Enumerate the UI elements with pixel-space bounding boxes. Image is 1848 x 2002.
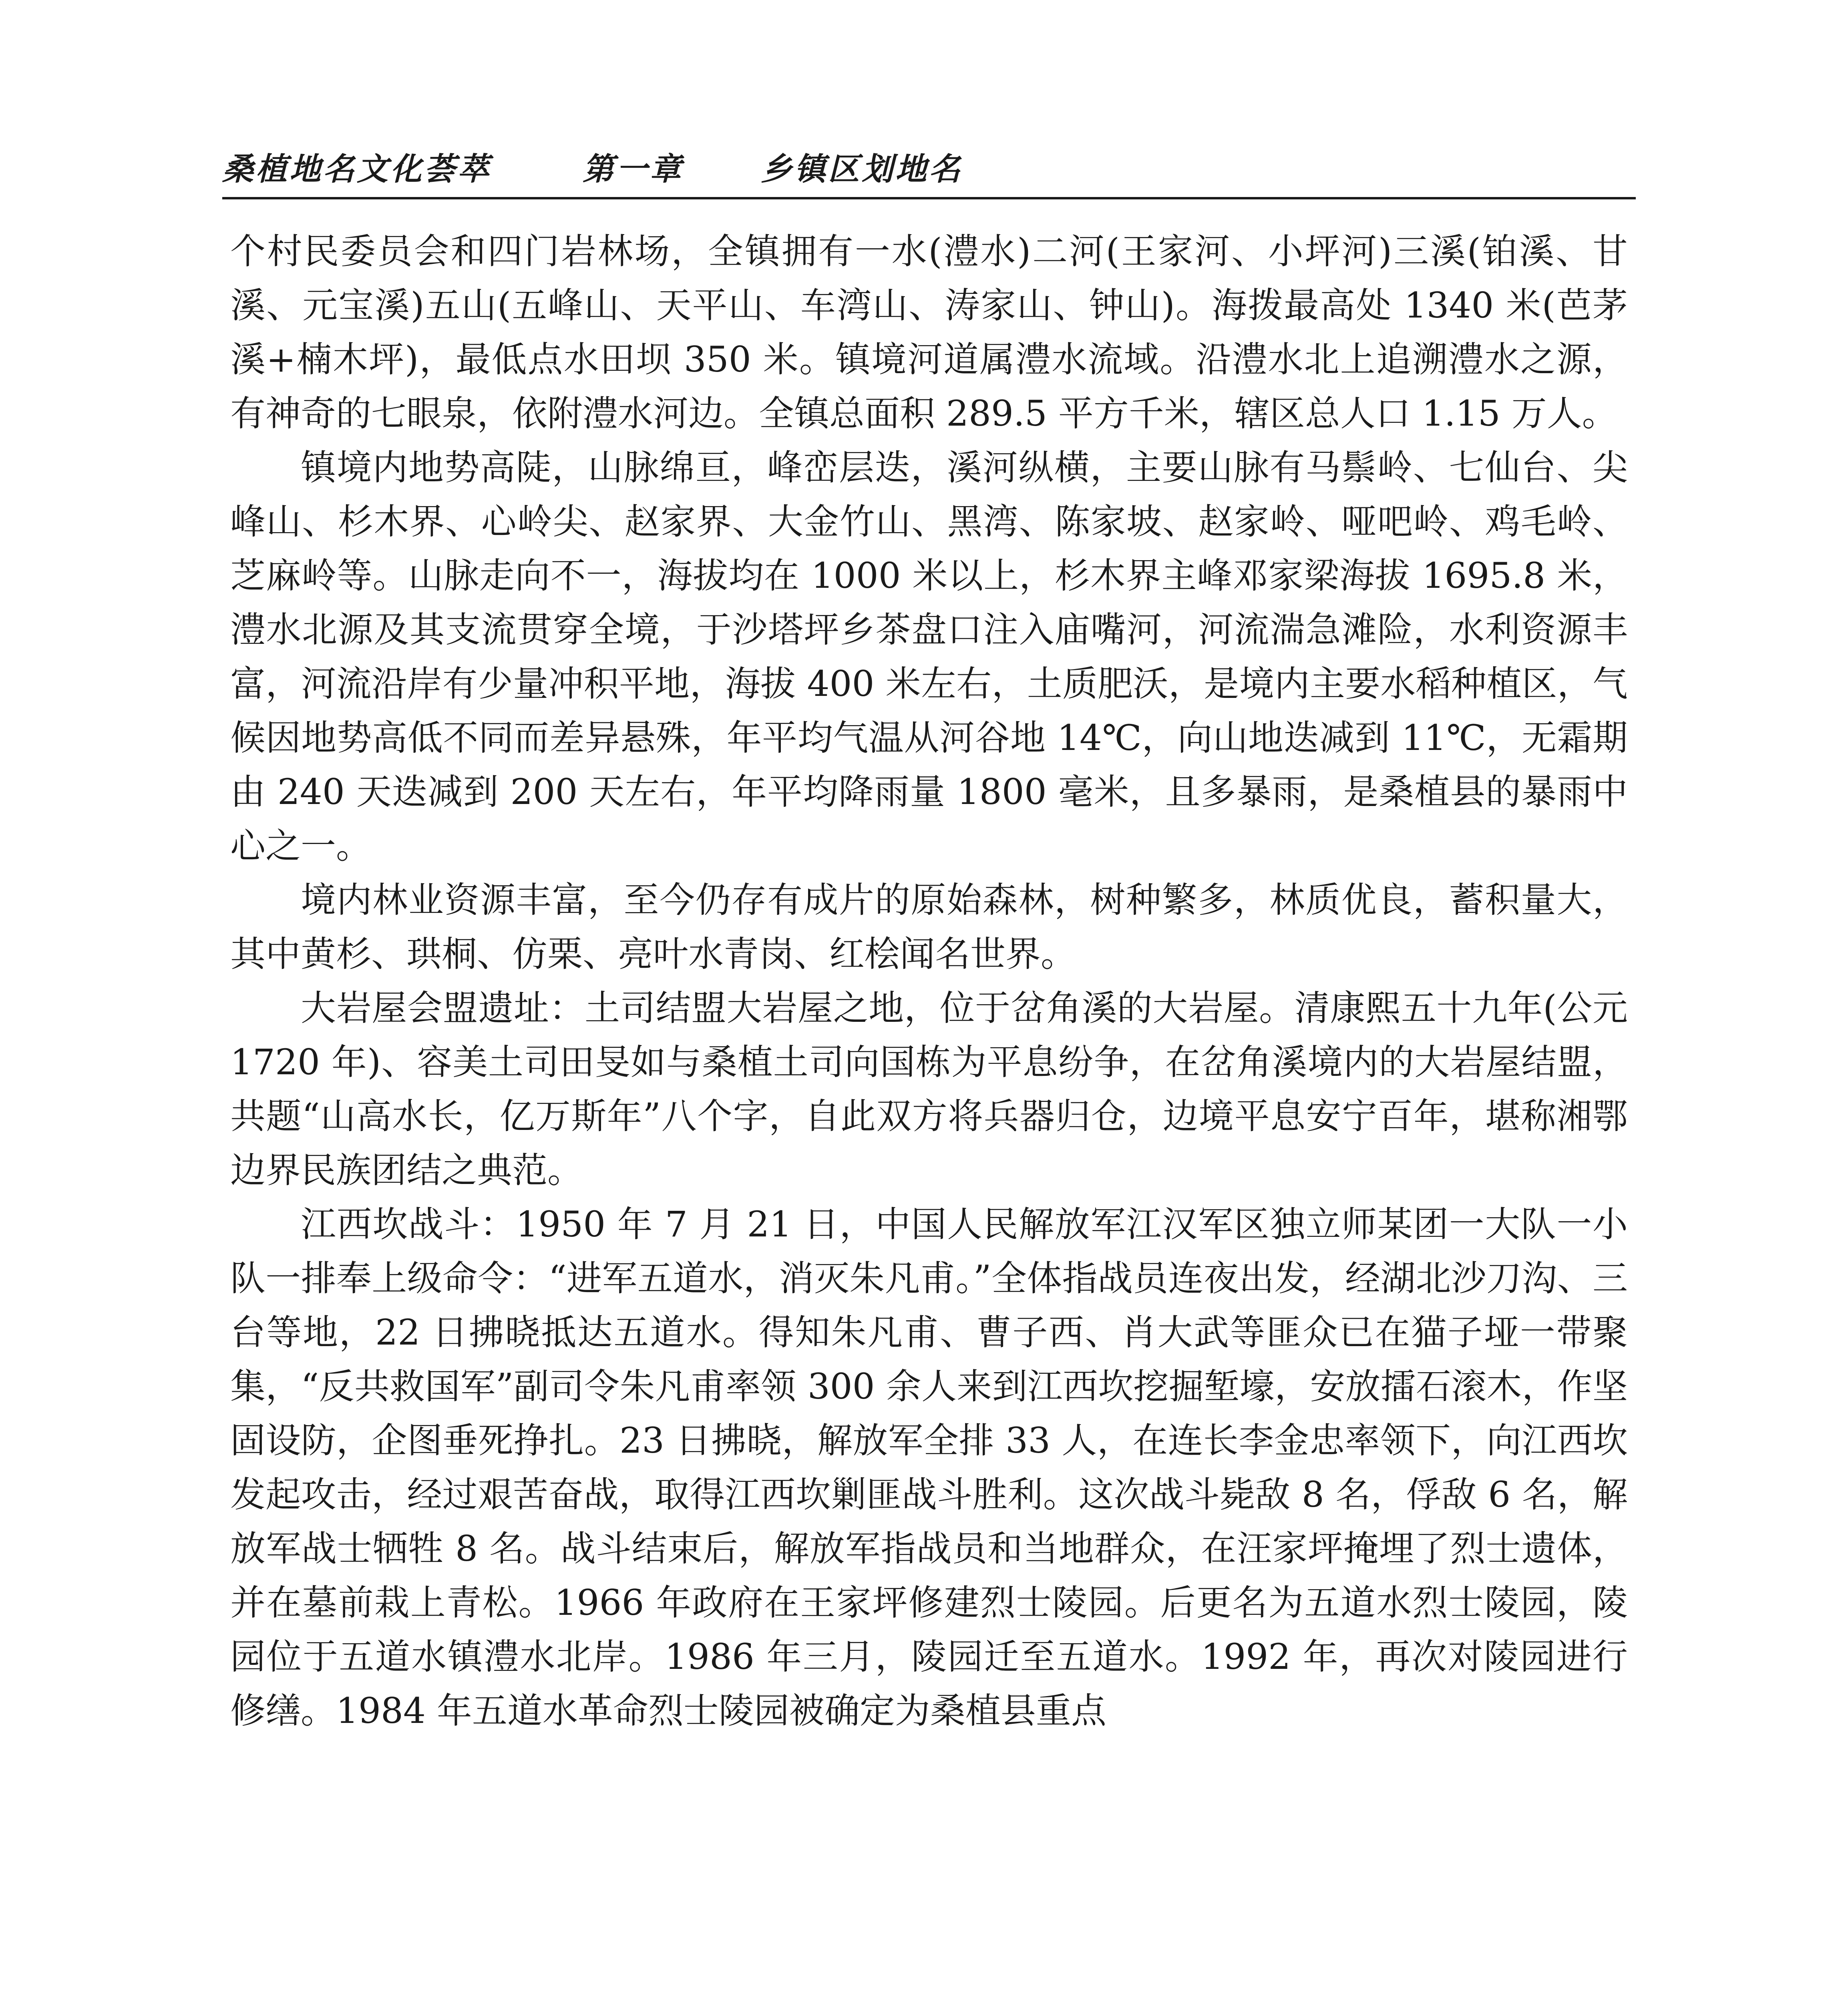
paragraph-jiangxikan-battle: 江西坎战斗：1950 年 7 月 21 日，中国人民解放军江汉军区独立师某团一大队一小队一排奉上级命令：“进军五道水，消灭朱凡甫。”全体指战员连夜出发，经湖北沙刀沟、三台等地，22 日拂晓抵达五道水。得知朱凡甫、曹子西、肖大武等匪众已在猫子垭一带聚集，“反共救国军”副司令朱凡甫率领 300 余人来到江西坎挖掘堑壕，安放擂石滚木，作坚固设防，企图垂死挣扎。23 日拂晓，解放军全排 33 人，在连长李金忠率领下，向江西坎发起攻击，经过艰苦奋战，取得江西坎剿匪战斗胜利。这次战斗毙敌 8 名，俘敌 6 名，解放军战士牺牲 8 名。战斗结束后，解放军指战员和当地群众，在汪家坪掩埋了烈士遗体，并在墓前栽上青松。1966 年政府在王家坪修建烈士陵园。后更名为五道水烈士陵园，陵园位于五道水镇澧水北岸。1986 年三月，陵园迁至五道水。1992 年，再次对陵园进行修缮。1984 年五道水革命烈士陵园被确定为桑植县重点	[230, 1204, 1628, 1731]
header-rule	[222, 197, 1636, 199]
paragraph-dayanwu-alliance: 大岩屋会盟遗址：土司结盟大岩屋之地，位于岔角溪的大岩屋。清康熙五十九年(公元 1720 年)、容美土司田旻如与桑植土司向国栋为平息纷争，在岔角溪境内的大岩屋结盟，共题“山高水长，亿万斯年”八个字，自此双方将兵器归仓，边境平息安宁百年，堪称湘鄂边界民族团结之典范。	[230, 987, 1628, 1191]
body-text	[230, 224, 1628, 1738]
paragraph-continuation: 个村民委员会和四门岩林场，全镇拥有一水(澧水)二河(王家河、小坪河)三溪(铂溪、甘溪、元宝溪)五山(五峰山、天平山、车湾山、涛家山、钟山)。海拨最高处 1340 米(芭茅溪+楠木坪)，最低点水田坝 350 米。镇境河道属澧水流域。沿澧水北上追溯澧水之源，有神奇的七眼泉，依附澧水河边。全镇总面积 289.5 平方千米，辖区总人口 1.15 万人。	[230, 231, 1628, 434]
running-header	[222, 144, 1636, 192]
paragraph-forestry: 境内林业资源丰富，至今仍存有成片的原始森林，树种繁多，林质优良，蓄积量大，其中黄杉、珙桐、仿栗、亮叶水青岗、红桧闻名世界。	[230, 879, 1628, 975]
header-book-title: 桑植地名文化荟萃	[222, 151, 492, 187]
paragraph-terrain: 镇境内地势高陡，山脉绵亘，峰峦层迭，溪河纵横，主要山脉有马鬃岭、七仙台、尖峰山、杉木界、心岭尖、赵家界、大金竹山、黑湾、陈家坡、赵家岭、哑吧岭、鸡毛岭、芝麻岭等。山脉走向不一，海拔均在 1000 米以上，杉木界主峰邓家梁海拔 1695.8 米，澧水北源及其支流贯穿全境，于沙塔坪乡茶盘口注入庙嘴河，河流湍急滩险，水利资源丰富，河流沿岸有少量冲积平地，海拔 400 米左右，土质肥沃，是境内主要水稻种植区，气候因地势高低不同而差异悬殊，年平均气温从河谷地 14℃，向山地迭减到 11℃，无霜期由 240 天迭减到 200 天左右，年平均降雨量 1800 毫米，且多暴雨，是桑植县的暴雨中心之一。	[230, 447, 1628, 866]
header-chapter: 第一章	[583, 151, 684, 187]
header-section: 乡镇区划地名	[761, 151, 963, 187]
